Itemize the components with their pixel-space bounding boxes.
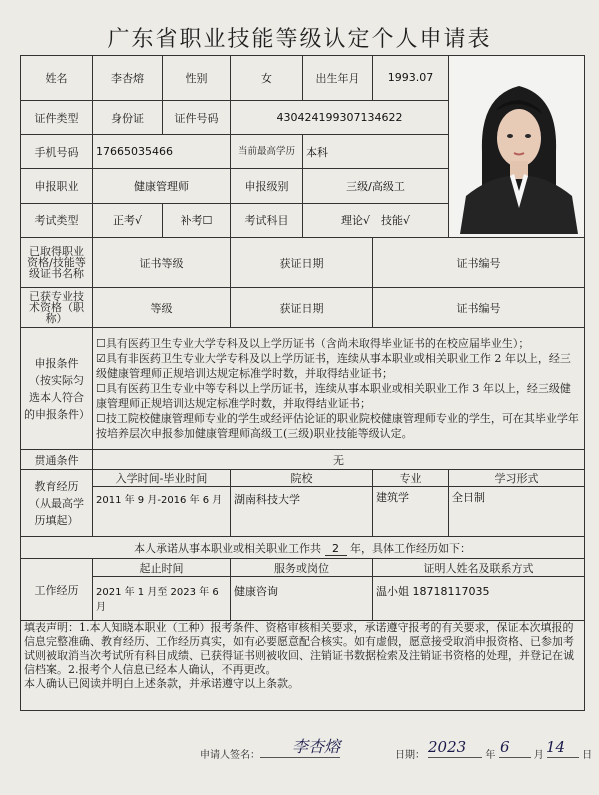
sign-day: 14 <box>546 738 566 756</box>
edu-col-mode: 学习形式 <box>449 470 585 487</box>
application-table <box>20 55 585 711</box>
photo-cell <box>449 56 585 238</box>
label-pass-cond: 贯通条件 <box>21 450 93 470</box>
value-birth: 1993.07 <box>373 56 449 101</box>
declaration-text: 填表声明：1.本人知晓本职业（工种）报考条件、资格审核相关要求，承诺遵守报考的有关要求，保证本次填报的信息完整准确、教育经历、工作经历真实，如有必要愿意配合核实。如有虚假，愿意接受取消申报资格、已参加考试则被取消当次考试所有科目成绩、已获得证书则被收回、注销证书数据检索及注销证书资格的处理，并登记在诚信档案。2.报考个人信息已经本人确认，不再更改。 <box>24 621 574 676</box>
label-level: 等级 <box>93 288 231 328</box>
label-exam-type: 考试类型 <box>21 203 93 237</box>
commit-years[interactable]: 2 <box>325 542 347 556</box>
commit-pre-text: 本人承诺从事本职业或相关职业工作共 <box>134 541 321 555</box>
edu-major: 建筑学 <box>373 487 449 537</box>
label-issue-date-2: 获证日期 <box>231 288 373 328</box>
edu-col-school: 院校 <box>231 470 373 487</box>
portrait-photo-icon <box>452 56 581 234</box>
label-cert-no-2: 证书编号 <box>373 288 585 328</box>
edu-school: 湖南科技大学 <box>231 487 373 537</box>
year-line <box>428 757 482 758</box>
condition-item-3[interactable]: ☐具有医药卫生专业中等专科以上学历证书，连续从事本职业或相关职业工作 3 年以上，经三级健康管理师正规培训达规定标准学时数，并取得结业证书； <box>96 382 571 410</box>
edu-col-time: 入学时间-毕业时间 <box>93 470 231 487</box>
value-id-type: 身份证 <box>93 100 163 134</box>
month-line <box>499 757 531 758</box>
declaration-confirm: 本人确认已阅读并明白上述条款，并承诺遵守以上条款。 <box>24 677 299 690</box>
value-exam-subjects[interactable]: 理论√ 技能√ <box>303 203 449 237</box>
label-gender: 性别 <box>163 56 231 101</box>
label-id-type: 证件类型 <box>21 100 93 134</box>
sign-year: 2023 <box>428 738 467 756</box>
year-char: 年 <box>485 750 496 761</box>
conditions-list <box>93 328 585 450</box>
condition-item-4[interactable]: ☐技工院校健康管理师专业的学生或经评估论证的职业院校健康管理师专业的学生，可在其毕业学年按培养层次申报参加健康管理师高级工(三级)职业技能等级认定。 <box>96 412 579 440</box>
month-char: 月 <box>533 750 544 761</box>
label-date: 日期： <box>395 750 425 761</box>
work-col-ref: 证明人姓名及联系方式 <box>373 559 585 577</box>
label-conditions: 申报条件（按实际匀选本人符合的申报条件） <box>21 328 93 450</box>
label-name: 姓名 <box>21 56 93 101</box>
label-work: 工作经历 <box>21 559 93 621</box>
label-birth: 出生年月 <box>303 56 373 101</box>
edu-mode: 全日制 <box>449 487 585 537</box>
value-id-number: 430424199307134622 <box>231 100 449 134</box>
signature-line[interactable] <box>260 757 340 758</box>
label-pro-title: 已获专业技术资格（职称） <box>21 288 93 328</box>
applicant-photo <box>452 56 581 237</box>
value-apply-job: 健康管理师 <box>93 169 231 203</box>
label-cert-held: 已取得职业资格/技能等级证书名称 <box>21 238 93 288</box>
edu-time: 2011 年 9 月-2016 年 6 月 <box>93 487 231 537</box>
label-cert-no: 证书编号 <box>373 238 585 288</box>
label-education: 当前最高学历 <box>231 135 303 169</box>
sign-month: 6 <box>500 738 510 756</box>
work-time: 2021 年 1 月至 2023 年 6 月 <box>93 577 231 621</box>
exam-makeup-checkbox[interactable]: 补考☐ <box>163 203 231 237</box>
value-pass-cond: 无 <box>93 450 585 470</box>
work-ref: 温小姐 18718117035 <box>373 577 585 621</box>
value-name: 李杏熔 <box>93 56 163 101</box>
edu-col-major: 专业 <box>373 470 449 487</box>
value-phone: 17665035466 <box>93 135 231 169</box>
condition-item-2[interactable]: ☑具有非医药卫生专业大学专科及以上学历证书，连续从事本职业或相关职业工作 2 年以上，经三级健康管理师正规培训达规定标准学时数，并取得结业证书； <box>96 352 571 380</box>
declaration <box>21 621 585 711</box>
label-id-number: 证件号码 <box>163 100 231 134</box>
label-applicant-sign: 申请人签名： <box>200 750 260 761</box>
label-exam-subject: 考试科目 <box>231 203 303 237</box>
value-apply-level: 三级/高级工 <box>303 169 449 203</box>
work-org: 健康咨询 <box>231 577 373 621</box>
label-apply-level: 申报级别 <box>231 169 303 203</box>
work-col-time: 起止时间 <box>93 559 231 577</box>
day-char: 日 <box>582 750 593 761</box>
value-education: 本科 <box>303 135 449 169</box>
exam-regular-checkbox[interactable]: 正考√ <box>93 203 163 237</box>
work-commitment <box>21 537 585 559</box>
work-col-org: 服务或岗位 <box>231 559 373 577</box>
label-issue-date: 获证日期 <box>231 238 373 288</box>
label-phone: 手机号码 <box>21 135 93 169</box>
label-edu: 教育经历（从最高学历填起） <box>21 470 93 537</box>
form-title: 广东省职业技能等级认定个人申请表 <box>107 27 492 52</box>
value-gender: 女 <box>231 56 303 101</box>
handwritten-signature: 李杏熔 <box>292 737 341 756</box>
condition-item-1[interactable]: ☐具有医药卫生专业大学专科及以上学历证书（含尚未取得毕业证书的在校应届毕业生）； <box>96 337 530 350</box>
label-apply-job: 申报职业 <box>21 169 93 203</box>
commit-post-text: 年，具体工作经历如下： <box>350 541 471 555</box>
label-cert-level: 证书等级 <box>93 238 231 288</box>
day-line <box>547 757 579 758</box>
